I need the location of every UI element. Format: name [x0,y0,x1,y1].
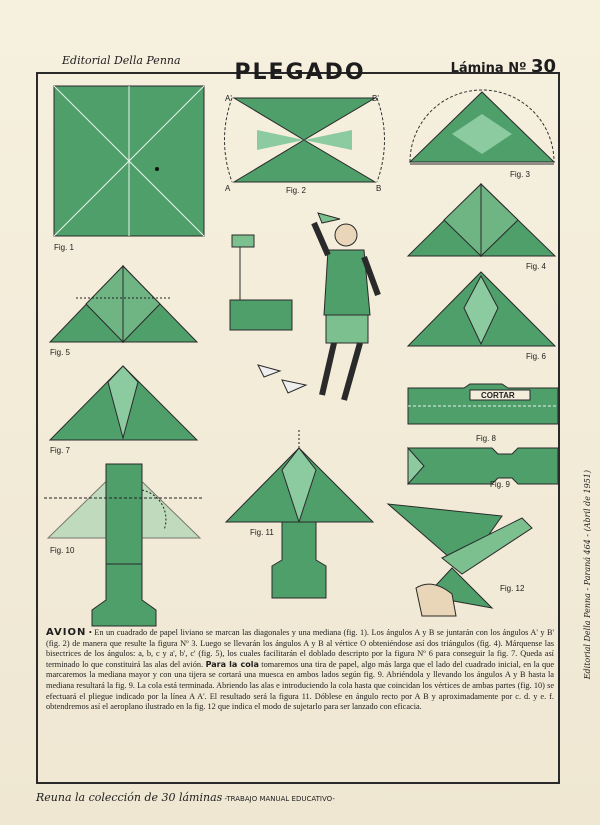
point-b1: B' [372,94,379,103]
fig10-diagram [44,460,204,630]
fig3-label: Fig. 3 [510,170,531,179]
fig10-label: Fig. 10 [50,546,75,555]
publisher-logo: Editorial Della Penna [62,54,181,67]
instructions-bold: Para la cola [205,659,259,669]
fig12-label: Fig. 12 [500,584,525,593]
point-a: A [225,184,231,193]
fig1-diagram [52,84,207,239]
fig4-diagram [404,180,559,260]
cortar-label: CORTAR [481,391,515,400]
fig6-diagram [404,268,559,350]
fig5-diagram [46,258,201,348]
fig7-label: Fig. 7 [50,446,71,455]
point-b: B [376,184,382,193]
fig2-diagram [222,90,387,195]
fig4-label: Fig. 4 [526,262,547,271]
fig3-diagram [402,84,562,174]
fig7-diagram [46,362,201,444]
page-title: PLEGADO [234,60,366,85]
fig11-label: Fig. 11 [250,528,274,537]
fig5-label: Fig. 5 [50,348,71,357]
footer: Reuna la colección de 30 láminas -TRABAJO MANUAL EDUCATIVO- [36,791,335,804]
lamina-number: Lámina Nº 30 [450,56,556,77]
boy-illustration [218,205,388,410]
instructions-text: AVION • En un cuadrado de papel liviano se marcan las diagonales y una mediana (fig. 1). Los ángulos A y B se juntarán con los ángulos A' y B' (fig. 2) de manera que resulte la figura Nº 3. Luego se llevarán los ángulos A y B al vértice O obteniéndose así dos triángulos (fig. 4). Márquense las bisectrices de los ángulos: a, b, c y a', b', c' (fig. 5), los cuales facilitarán el doblado descripto por la figura Nº 6 para conseguir la fig. 7. Queda así terminado lo que constituirá las alas del avión. Para la cola tomaremos una tira de papel, algo más larga que el lado del cuadrado inicial, en la que marcaremos la mediana mayor y con una tijera se cortará una muesca en ambos lados según fig. 9. Abriéndola y llevando los ángulos A y B hasta la mediana resultará la fig. 9. La cola está terminada. Abriendo las alas e introduciendo la cola hasta que coincidan los vértices de ambas partes (fig. 10) se efectuará el pliegue indicado por la línea A A'. El resultado será la figura 11. Dóblese en ángulo recto por A B y aproximadamente por c. d. y e. f. obtendremos así el aeroplano ilustrado en la fig. 12 que indica el modo de sujetarlo para ser lanzado con eficacia. [46,627,554,712]
fig2-label: Fig. 2 [286,186,307,195]
fig8-diagram [402,380,564,432]
fig9-diagram [402,444,564,490]
point-a1: A' [225,94,232,103]
fig11-diagram [222,430,377,620]
fig6-label: Fig. 6 [526,352,547,361]
side-imprint: Editorial Della Penna - Paraná 464 - (Abril de 1951) [583,470,592,680]
instructions-heading: AVION [46,627,87,638]
fig8-label: Fig. 8 [476,434,497,443]
fig12-diagram [382,498,557,623]
fig9-label: Fig. 9 [490,480,511,489]
fig1-label: Fig. 1 [54,243,75,252]
